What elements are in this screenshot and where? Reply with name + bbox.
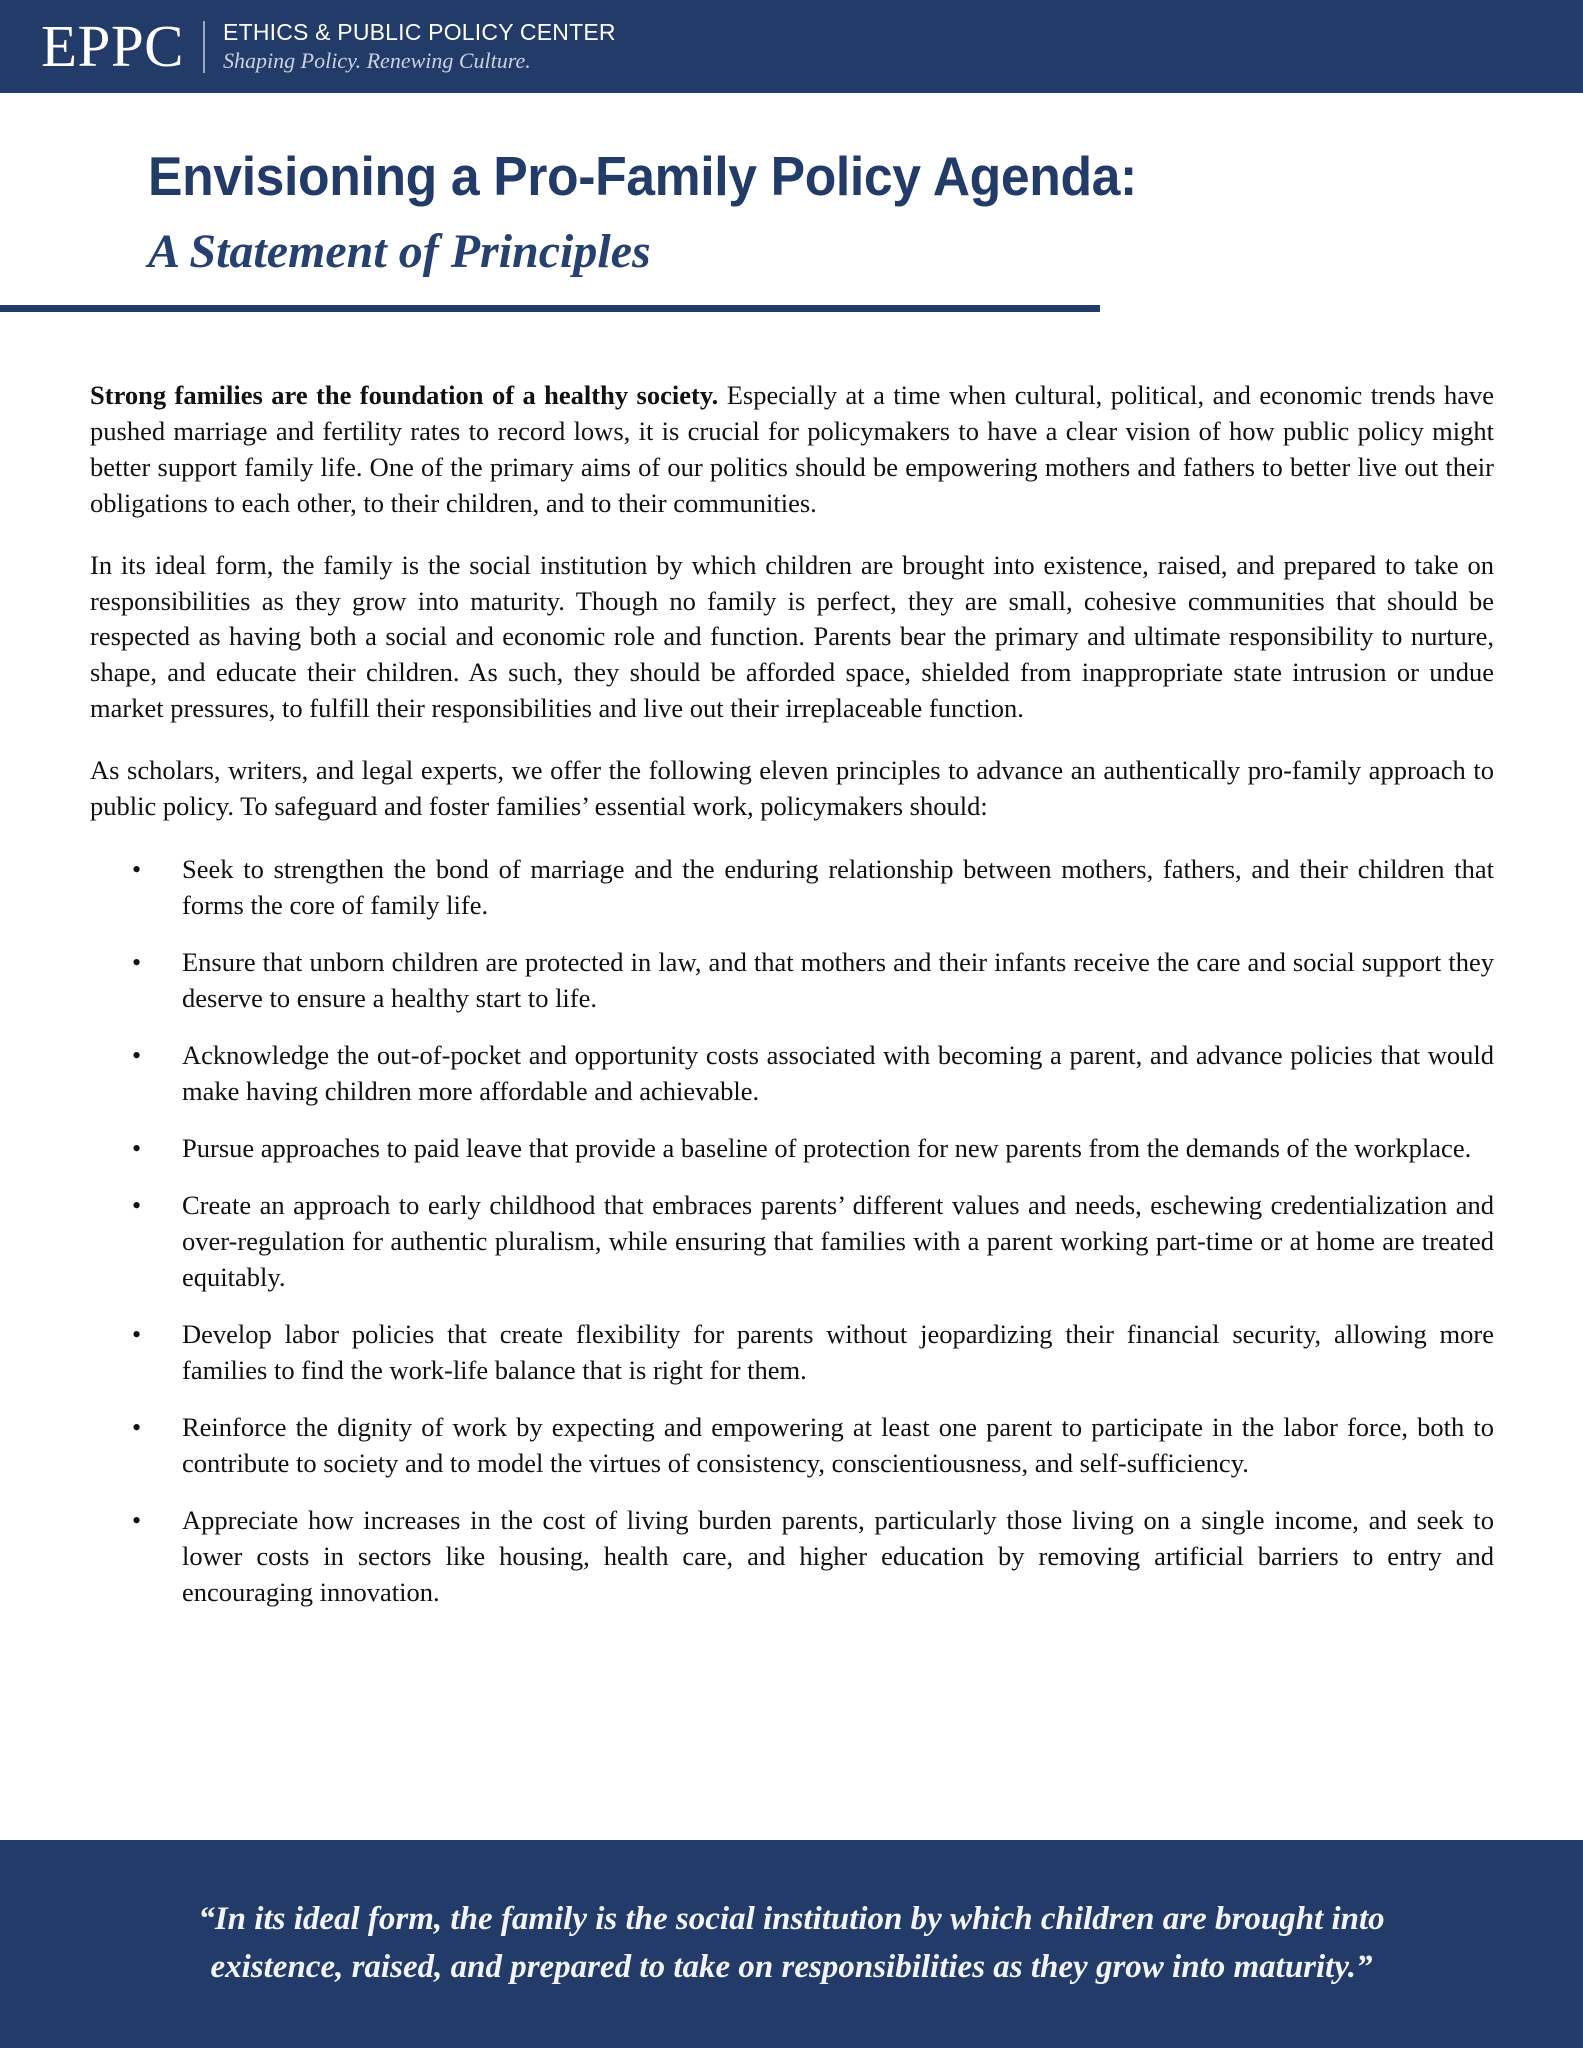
bullet-icon: •	[132, 1413, 142, 1443]
list-item-text: Seek to strengthen the bond of marriage and the enduring relationship between mothers, fathers, and their children that forms the core of family life.	[182, 853, 1494, 920]
list-item-text: Acknowledge the out-of-pocket and opportunity costs associated with becoming a parent, and advance policies that would make having children more affordable and achievable.	[182, 1040, 1494, 1107]
list-item	[90, 1037, 1494, 1109]
organization-tagline: Shaping Policy. Renewing Culture.	[223, 47, 531, 73]
principles-list	[90, 851, 1494, 1611]
list-item	[90, 1502, 1494, 1610]
bullet-icon: •	[132, 854, 142, 884]
list-item	[90, 851, 1494, 923]
page-title: Envisioning a Pro-Family Policy Agenda:	[148, 145, 1137, 207]
pull-quote: “In its ideal form, the family is the social institution by which children are brought into existence, raised, and prepared to take on responsibilities as they grow into maturity.”	[198, 1901, 1385, 1985]
title-divider-rule	[0, 305, 1100, 312]
footer-quote-band	[0, 1840, 1583, 2048]
bullet-icon: •	[132, 1041, 142, 1071]
paragraph-3: As scholars, writers, and legal experts, we offer the following eleven principles to advance an authentically pro-family approach to public policy. To safeguard and foster families’ essential work, policymakers should:	[90, 755, 1494, 822]
bullet-icon: •	[132, 1134, 142, 1164]
logo-divider	[203, 21, 205, 73]
list-item-text: Ensure that unborn children are protected in law, and that mothers and their infants receive the care and social support they deserve to ensure a healthy start to life.	[182, 947, 1494, 1014]
paragraph-1-text: Especially at a time when cultural, political, and economic trends have pushed marriage and fertility rates to record lows, it is crucial for policymakers to have a clear vision of how public policy might better support family life. One of the primary aims of our politics should be empowering mothers and fathers to better live out their obligations to each other, to their children, and to their communities.	[90, 380, 1495, 518]
document-body	[90, 378, 1494, 1611]
list-item-text: Develop labor policies that create flexibility for parents without jeopardizing their financial security, allowing more families to find the work-life balance that is right for them.	[182, 1319, 1494, 1386]
list-item	[90, 1187, 1494, 1295]
logo-text-group	[223, 19, 616, 75]
list-item-text: Create an approach to early childhood that embraces parents’ different values and needs, eschewing credentialization and over-regulation for authentic pluralism, while ensuring that families with a parent working part-time or at home are treated equitably.	[182, 1190, 1494, 1293]
page-subtitle: A Statement of Principles	[148, 224, 651, 278]
paragraph-2: In its ideal form, the family is the social institution by which children are brought into existence, raised, and prepared to take on responsibilities as they grow into maturity. Though no family is perfect, they are small, cohesive communities that should be respected as having both a social and economic role and function. Parents bear the primary and ultimate responsibility to nurture, shape, and educate their children. As such, they should be afforded space, shielded from inappropriate state intrusion or undue market pressures, to fulfill their responsibilities and live out their irreplaceable function.	[90, 549, 1494, 724]
bullet-icon: •	[132, 1506, 142, 1536]
title-block	[0, 93, 1583, 312]
organization-name: ETHICS & PUBLIC POLICY CENTER	[223, 18, 616, 45]
paragraph-1-lead-in: Strong families are the foundation of a healthy society.	[90, 380, 719, 410]
paragraph-1	[90, 378, 1494, 522]
bullet-icon: •	[132, 1191, 142, 1221]
eppc-logo[interactable]	[41, 13, 616, 79]
list-item-text: Pursue approaches to paid leave that provide a baseline of protection for new parents from the demands of the workplace.	[182, 1133, 1472, 1164]
bullet-icon: •	[132, 948, 142, 978]
list-item	[90, 1130, 1494, 1166]
list-item-text: Reinforce the dignity of work by expecting and empowering at least one parent to participate in the labor force, both to contribute to society and to model the virtues of consistency, conscientiousness, and self-sufficiency.	[182, 1412, 1494, 1479]
bullet-icon: •	[132, 1320, 142, 1350]
list-item	[90, 944, 1494, 1016]
list-item-text: Appreciate how increases in the cost of living burden parents, particularly those living on a single income, and seek to lower costs in sectors like housing, health care, and higher education by removing artificial barriers to entry and encouraging innovation.	[182, 1505, 1494, 1608]
list-item	[90, 1316, 1494, 1388]
list-item	[90, 1409, 1494, 1481]
logo-wordmark: EPPC	[41, 13, 185, 79]
header-band	[0, 0, 1583, 93]
